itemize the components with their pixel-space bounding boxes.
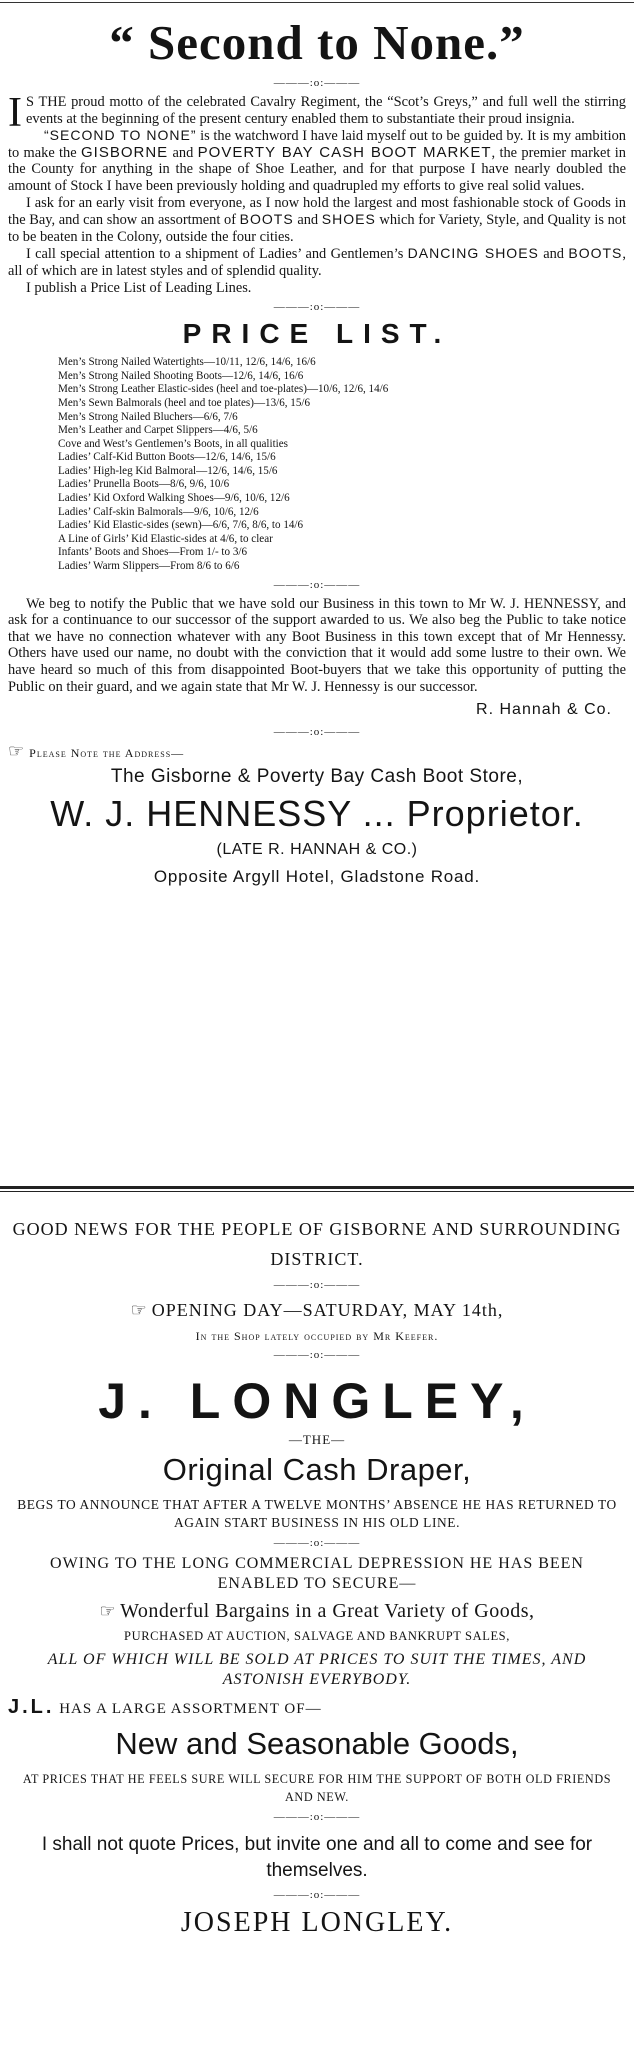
boots-caps: BOOTS — [239, 211, 294, 228]
watchword-lead: “SECOND TO NONE” — [44, 127, 197, 144]
price-item: Ladies’ Kid Elastic-sides (sewn)—6/6, 7/6, 8/6, to 14/6 — [58, 519, 304, 532]
shop-location-line: In the Shop lately occupied by Mr Keefer. — [195, 1329, 439, 1343]
dancing-shoes-caps: DANCING SHOES — [407, 245, 539, 262]
separator — [8, 1536, 626, 1550]
price-list-title: PRICE LIST. — [182, 318, 452, 350]
price-item: Men’s Leather and Carpet Slippers—4/6, 5/6 — [58, 424, 258, 437]
watchword-text-a: is the watchword I have laid myself out to be guided by. It is my ambition to make the — [8, 128, 626, 161]
pointing-hand-icon: ☞ — [99, 1601, 117, 1621]
boot-market-caps: POVERTY BAY CASH BOOT MARKET — [197, 143, 492, 161]
longley-name: J. LONGLEY, — [98, 1373, 536, 1429]
separator — [8, 1348, 626, 1362]
price-item: Infants’ Boots and Shoes—From 1/- to 3/6 — [58, 546, 247, 559]
shipment-text-b: and — [538, 246, 569, 263]
separator-text: ———:o:——— — [273, 1537, 361, 1549]
store-name: The Gisborne & Poverty Bay Cash Boot Store, — [110, 766, 524, 788]
joseph-longley-signature: JOSEPH LONGLEY. — [180, 1907, 454, 1938]
separator-text: ———:o:——— — [273, 1279, 361, 1291]
note-label: Please Note the Address— — [29, 746, 185, 761]
separator — [8, 1278, 626, 1292]
price-item: Men’s Strong Nailed Watertights—10/11, 12/6, 14/6, 16/6 — [58, 356, 316, 369]
headline: “ Second to None.” — [109, 15, 525, 70]
the-line: —THE— — [288, 1432, 346, 1447]
seasonable-goods-title: New and Seasonable Goods, — [115, 1726, 519, 1761]
bargains-line — [8, 1598, 626, 1624]
separator-text: ———:o:——— — [273, 1349, 361, 1361]
price-item: Ladies’ Calf-skin Balmorals—9/6, 10/6, 12/6 — [58, 505, 259, 518]
opening-day-line — [8, 1298, 626, 1322]
price-item: Ladies’ Calf-Kid Button Boots—12/6, 14/6, 15/6 — [58, 451, 276, 464]
hannah-signature: R. Hannah & Co. — [476, 701, 612, 719]
separator-text: ———:o:——— — [273, 1889, 361, 1901]
prices-to-suit-line: ALL OF WHICH WILL BE SOLD AT PRICES TO SUIT THE TIMES, AND ASTONISH EVERYBODY. — [47, 1651, 587, 1688]
bargains-text: Wonderful Bargains in a Great Variety of Goods, — [120, 1600, 535, 1622]
separator-text: ———:o:——— — [273, 1811, 361, 1823]
jl-initials: J.L. — [8, 1696, 55, 1718]
watchword-text-b: and — [168, 144, 198, 161]
good-news-heading: GOOD NEWS FOR THE PEOPLE OF GISBORNE AND SURROUNDING DISTRICT. — [12, 1219, 622, 1269]
assortment-line — [8, 1696, 626, 1720]
paragraph-watchword — [8, 127, 626, 194]
paragraph-motto-text: S THE proud motto of the celebrated Cavalry Regiment, the “Scot’s Greys,” and full well the stirring events at the beginning of the present century enabled them to substantiate their proud insignia. — [26, 94, 626, 127]
visit-text-c: which for Variety, Style, and Quality is not to be beaten in the Colony, outside the four cities. — [8, 212, 626, 245]
price-item: Cove and West’s Gentlemen’s Boots, in all qualities — [58, 437, 288, 450]
late-owner-line: (LATE R. HANNAH & CO.) — [216, 841, 418, 859]
proprietor-line: W. J. HENNESSY ... Proprietor. — [50, 793, 584, 835]
separator — [8, 300, 626, 314]
support-paragraph: AT PRICES THAT HE FEELS SURE WILL SECURE FOR HIM THE SUPPORT OF BOTH OLD FRIENDS AND NEW. — [22, 1772, 612, 1804]
price-list — [58, 356, 626, 574]
advertisement-divider — [0, 1186, 634, 1192]
separator-text: ———:o:——— — [273, 726, 361, 739]
draper-title: Original Cash Draper, — [162, 1452, 472, 1487]
assortment-text: HAS A LARGE ASSORTMENT OF— — [59, 1701, 322, 1717]
opening-day-text: OPENING DAY—SATURDAY, MAY 14th, — [151, 1300, 504, 1320]
pointing-hand-icon: ☞ — [8, 741, 26, 762]
watchword-text-c: , the premier market in the County for anything in the shape of Shoe Leather, and for that purpose I have nearly doubled the amount of Stock I have been previously holding and quadrupled my efforts to give real solid values. — [8, 144, 626, 194]
separator-text: ———:o:——— — [273, 578, 361, 591]
address-line: Opposite Argyll Hotel, Gladstone Road. — [153, 867, 481, 887]
pointing-hand-icon: ☞ — [130, 1300, 148, 1320]
price-item: Men’s Strong Nailed Bluchers—6/6, 7/6 — [58, 410, 238, 423]
price-item: Ladies’ High-leg Kid Balmoral—12/6, 14/6, 15/6 — [58, 464, 278, 477]
shoes-caps: SHOES — [321, 211, 376, 228]
separator-text: ———:o:——— — [273, 301, 361, 314]
price-item: Ladies’ Kid Oxford Walking Shoes—9/6, 10/6, 12/6 — [58, 492, 290, 505]
paragraph-price-list-intro: I publish a Price List of Leading Lines. — [26, 279, 252, 296]
drop-cap: I — [8, 90, 22, 136]
top-rule — [0, 2, 634, 3]
gisborne-caps: GISBORNE — [80, 143, 169, 161]
visit-text-b: and — [293, 212, 322, 229]
separator — [8, 1888, 626, 1902]
invitation-line: I shall not quote Prices, but invite one and all to come and see for themselves. — [41, 1834, 593, 1881]
hannah-hennessy-advertisement — [8, 14, 626, 889]
boots-caps-2: BOOTS — [568, 245, 623, 262]
separator-text: ———:o:——— — [273, 77, 361, 89]
purchased-line: PURCHASED AT AUCTION, SALVAGE AND BANKRUPT SALES, — [124, 1629, 510, 1643]
notice-paragraph: We beg to notify the Public that we have sold our Business in this town to Mr W. J. HENNESSY, and ask for a continuance to our successor of the support awarded to us. We also beg the Public to take notice that we have no connection whatever with any Boot Business in this town except that of Mr Hennessy. Others have used our name, no doubt with the conviction that it would add some lustre to their own. We have heard so much of this from disappointed Boot-buyers that we take this opportunity of putting the Public on their guard, and we again state that Mr W. J. Hennessy is our successor. — [8, 595, 626, 695]
longley-advertisement — [8, 1214, 626, 1940]
price-item: Men’s Sewn Balmorals (heel and toe plates)—13/6, 15/6 — [58, 396, 311, 409]
shipment-text-a: I call special attention to a shipment of Ladies’ and Gentlemen’s — [26, 246, 408, 263]
separator — [8, 76, 626, 90]
paragraph-shipment — [8, 245, 626, 279]
price-item: Men’s Strong Nailed Shooting Boots—12/6, 14/6, 16/6 — [58, 369, 304, 382]
price-item: A Line of Girls’ Kid Elastic-sides at 4/6, to clear — [58, 532, 273, 545]
separator — [8, 1810, 626, 1824]
price-item: Ladies’ Prunella Boots—8/6, 9/6, 10/6 — [58, 478, 230, 491]
price-item: Men’s Strong Leather Elastic-sides (heel and toe-plates)—10/6, 12/6, 14/6 — [58, 383, 389, 396]
owing-paragraph: OWING TO THE LONG COMMERCIAL DEPRESSION HE HAS BEEN ENABLED TO SECURE— — [50, 1555, 584, 1592]
note-address-line — [8, 743, 626, 761]
announce-paragraph: BEGS TO ANNOUNCE THAT AFTER A TWELVE MONTHS’ ABSENCE HE HAS RETURNED TO AGAIN START BUSINESS IN HIS OLD LINE. — [17, 1497, 617, 1530]
visit-text-a: I ask for an early visit from everyone, as I now hold the largest and most fashionable stock of Goods in the Bay, and can show an assortment of — [8, 194, 626, 229]
price-item: Ladies’ Warm Slippers—From 8/6 to 6/6 — [58, 560, 240, 573]
shipment-text-c: , all of which are in latest styles and of splendid quality. — [8, 246, 626, 279]
paragraph-visit — [8, 195, 626, 246]
separator — [8, 725, 626, 739]
separator — [8, 578, 626, 592]
